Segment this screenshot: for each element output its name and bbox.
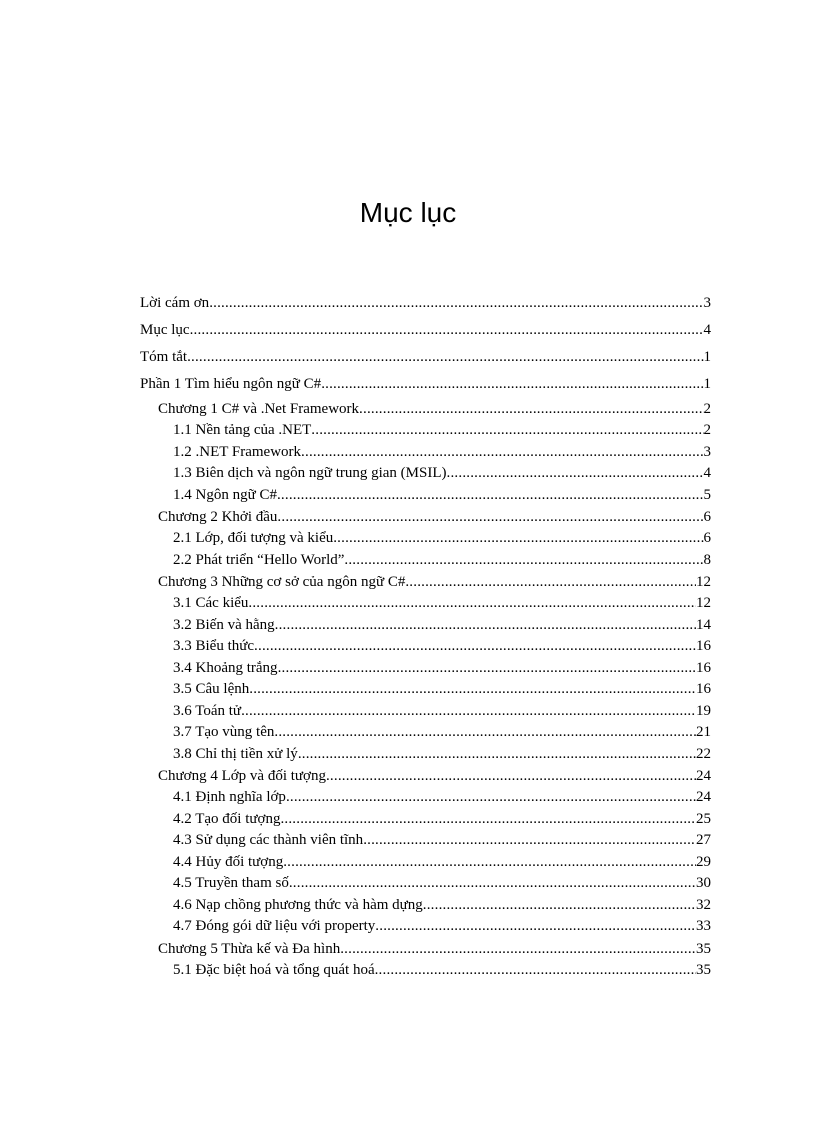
toc-entry-label: Chương 4 Lớp và đối tượng [158, 768, 326, 784]
toc-entry-label: 3.1 Các kiểu [173, 595, 249, 611]
toc-entry[interactable] [140, 658, 711, 680]
toc-entry[interactable] [140, 398, 711, 420]
table-of-contents [140, 290, 711, 981]
toc-page-number: 5 [703, 486, 711, 503]
toc-entry[interactable] [140, 506, 711, 528]
toc-page-number: 33 [696, 918, 711, 934]
toc-entry[interactable] [140, 809, 711, 831]
toc-dot-leader [326, 765, 696, 787]
toc-entry[interactable] [140, 463, 711, 485]
toc-entry[interactable] [140, 938, 711, 960]
toc-entry-label: 2.2 Phát triển “Hello World” [173, 551, 345, 568]
toc-entry-label: 1.2 .NET Framework [173, 443, 302, 460]
toc-dot-leader [298, 744, 696, 766]
toc-entry-label: 4.2 Tạo đối tượng [173, 810, 281, 827]
toc-entry-label: 4.7 Đóng gói dữ liệu với property [173, 918, 376, 934]
toc-dot-leader [344, 550, 703, 572]
toc-entry[interactable] [140, 615, 711, 637]
toc-entry-label: 4.1 Định nghĩa lớp [173, 789, 286, 805]
toc-entry-label: 3.7 Tạo vùng tên [173, 724, 275, 740]
toc-dot-leader [254, 636, 696, 658]
toc-page-number: 2 [703, 422, 711, 438]
toc-entry-label: Mục lục [140, 322, 190, 338]
toc-page-number: 16 [696, 659, 711, 676]
toc-dot-leader [278, 658, 696, 680]
toc-dot-leader [277, 485, 704, 507]
toc-entry-label: Chương 1 C# và .Net Framework [158, 401, 360, 417]
toc-entry[interactable] [140, 679, 711, 701]
toc-dot-leader [447, 463, 704, 485]
toc-page-number: 21 [696, 724, 711, 740]
toc-page-number: 2 [703, 401, 711, 417]
toc-entry-label: 4.5 Truyền tham số [173, 875, 289, 891]
toc-page-number: 24 [696, 789, 711, 805]
toc-entry-label: 1.3 Biên dịch và ngôn ngữ trung gian (MSIL) [173, 465, 447, 481]
toc-dot-leader [209, 290, 703, 317]
toc-entry-label: 4.6 Nạp chồng phương thức và hàm dựng [173, 896, 423, 913]
toc-dot-leader [359, 398, 703, 420]
toc-entry[interactable] [140, 765, 711, 787]
toc-dot-leader [311, 420, 703, 442]
toc-page-number: 6 [703, 509, 711, 525]
toc-entry[interactable] [140, 485, 711, 507]
page-title: Mục lục [359, 197, 457, 228]
toc-entry[interactable] [140, 873, 711, 895]
toc-entry[interactable] [140, 701, 711, 723]
toc-entry[interactable] [140, 317, 711, 344]
toc-page-number: 35 [696, 961, 711, 978]
toc-page-number: 29 [696, 853, 711, 870]
toc-dot-leader [375, 960, 696, 982]
toc-entry[interactable] [140, 852, 711, 874]
toc-entry[interactable] [140, 636, 711, 658]
toc-entry[interactable] [140, 528, 711, 550]
toc-page-number: 24 [696, 768, 711, 784]
toc-entry[interactable] [140, 722, 711, 744]
toc-entry[interactable] [140, 787, 711, 809]
toc-entry-label: Phần 1 Tìm hiểu ngôn ngữ C# [140, 376, 322, 392]
toc-page-number: 4 [703, 322, 711, 338]
toc-entry[interactable] [140, 442, 711, 464]
toc-entry-label: Chương 3 Những cơ sở của ngôn ngữ C# [158, 574, 406, 590]
toc-dot-leader [187, 344, 703, 371]
toc-entry-label: 1.1 Nền tảng của .NET [173, 422, 312, 438]
toc-entry[interactable] [140, 371, 711, 398]
toc-dot-leader [241, 701, 696, 723]
toc-entry-label: Tóm tắt [140, 349, 188, 365]
toc-page-number: 32 [696, 896, 711, 913]
toc-page-number: 30 [696, 875, 711, 891]
toc-page-number: 25 [696, 810, 711, 827]
toc-entry-label: 3.6 Toán tử [173, 702, 242, 719]
toc-dot-leader [301, 442, 703, 464]
toc-page-number: 1 [703, 376, 711, 392]
toc-entry-label: Chương 2 Khởi đầu [158, 509, 278, 525]
toc-entry[interactable] [140, 744, 711, 766]
toc-dot-leader [283, 852, 696, 874]
toc-entry-label: 3.4 Khoảng trắng [173, 659, 278, 676]
toc-dot-leader [405, 571, 696, 593]
toc-dot-leader [286, 787, 696, 809]
toc-entry-label: 3.2 Biến và hằng [173, 616, 275, 633]
toc-page-number: 4 [703, 465, 711, 481]
toc-page-number: 3 [703, 443, 711, 460]
toc-page-number: 6 [703, 530, 711, 546]
toc-page-number: 16 [696, 638, 711, 654]
toc-entry[interactable] [140, 830, 711, 852]
toc-dot-leader [289, 873, 696, 895]
toc-dot-leader [249, 679, 696, 701]
toc-page-number: 22 [696, 745, 711, 762]
toc-dot-leader [248, 593, 696, 615]
toc-dot-leader [274, 722, 696, 744]
toc-entry-label: 3.8 Chỉ thị tiền xử lý [173, 745, 298, 762]
toc-dot-leader [275, 615, 696, 637]
toc-entry-label: 3.3 Biểu thức [173, 638, 255, 654]
toc-dot-leader [190, 317, 704, 344]
toc-entry-label: 3.5 Câu lệnh [173, 681, 250, 697]
toc-entry-label: Chương 5 Thừa kế và Đa hình [158, 940, 341, 957]
toc-entry[interactable] [140, 344, 711, 371]
toc-entry[interactable] [140, 895, 711, 917]
toc-page-number: 35 [696, 940, 711, 957]
toc-entry[interactable] [140, 916, 711, 938]
toc-page-number: 1 [703, 349, 711, 365]
toc-entry[interactable] [140, 550, 711, 572]
toc-entry[interactable] [140, 960, 711, 982]
toc-entry-label: Lời cám ơn [140, 295, 210, 311]
toc-entry-label: 5.1 Đặc biệt hoá và tổng quát hoá [173, 961, 375, 978]
toc-page-number: 8 [703, 551, 711, 568]
toc-entry[interactable] [140, 290, 711, 317]
toc-dot-leader [340, 938, 696, 960]
toc-entry[interactable] [140, 593, 711, 615]
toc-entry[interactable] [140, 571, 711, 593]
toc-entry[interactable] [140, 420, 711, 442]
toc-page-number: 27 [696, 832, 711, 848]
toc-dot-leader [280, 809, 696, 831]
toc-page-number: 12 [696, 574, 711, 590]
toc-page-number: 12 [696, 595, 711, 611]
toc-entry-label: 1.4 Ngôn ngữ C# [173, 486, 277, 503]
toc-page-number: 3 [703, 295, 711, 311]
toc-page-number: 16 [696, 681, 711, 697]
toc-entry-label: 2.1 Lớp, đối tượng và kiểu [173, 530, 334, 546]
toc-dot-leader [277, 506, 703, 528]
toc-page-number: 19 [696, 702, 711, 719]
toc-dot-leader [321, 371, 703, 398]
toc-dot-leader [423, 895, 696, 917]
toc-dot-leader [333, 528, 703, 550]
toc-page-number: 14 [696, 616, 711, 633]
toc-entry-label: 4.4 Hủy đối tượng [173, 853, 284, 870]
toc-dot-leader [363, 830, 696, 852]
toc-dot-leader [375, 916, 696, 938]
toc-entry-label: 4.3 Sử dụng các thành viên tĩnh [173, 832, 364, 848]
